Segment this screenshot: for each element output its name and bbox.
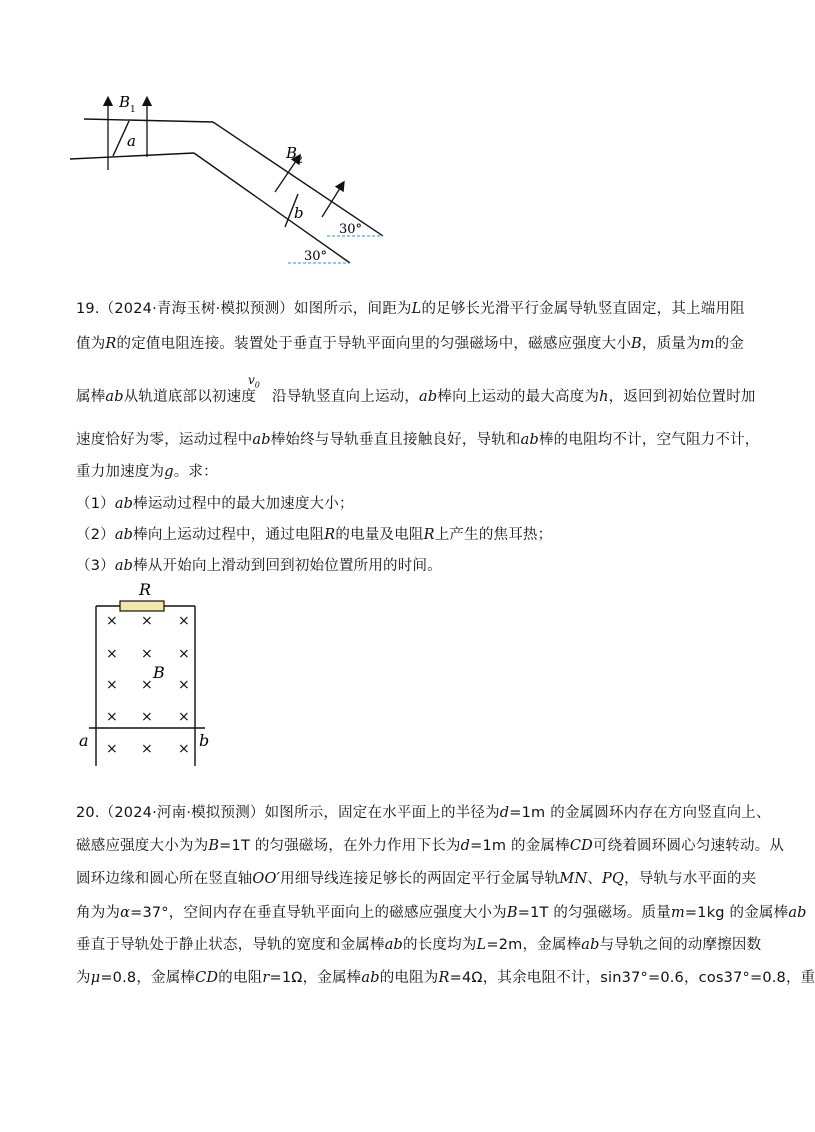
field-cross: × [178,613,190,629]
field-b2-arrow-right [322,185,342,217]
var-MN: MN [559,871,588,887]
q20-text: 、 [587,871,603,887]
field-cross: × [141,613,153,629]
var-ab: ab [520,432,539,448]
field-cross: × [141,741,153,757]
var-d: d [460,838,471,854]
label-rod-a: a [79,731,89,750]
angle-label-bottom: 30° [304,249,328,264]
q20-text: =1m 的金属圆环内存在方向竖直向上、 [509,805,771,821]
var-m: m [670,905,685,921]
q19-text: 重力加速度为 [76,464,165,480]
q19-line-5 [76,460,218,481]
var-CD: CD [569,838,593,854]
var-B: B [506,905,518,921]
var-g: g [164,464,174,480]
lower-rail-flat [70,153,194,159]
var-ab: ab [384,937,404,953]
var-B: B [631,336,642,352]
var-alpha: α [120,905,131,921]
q19-text: 属棒 [76,389,106,405]
q20-line-2 [76,834,784,855]
label-rod-b: b [199,731,210,750]
q19-line-2 [76,332,744,353]
q20-number: 20. [76,805,100,821]
q20-text: =1kg 的金属棒 [684,905,789,921]
lower-rail-incline [194,153,350,263]
q20-text: =1m 的金属棒 [470,838,570,854]
var-ab: ab [419,389,438,405]
var-L: L [476,937,487,953]
var-d: d [499,805,510,821]
label-b2-sub: 2 [297,156,303,166]
var-OO: OO′ [252,871,281,887]
q19-text: 如图所示，间距为 [294,301,412,317]
field-into-page-marks [106,613,190,757]
q20-text: 垂直于导轨处于静止状态，导轨的宽度和金属棒 [76,937,385,953]
label-r: R [139,580,152,599]
field-cross: × [178,646,190,662]
q19-number: 19. [76,301,100,317]
q20-text: =0.8，金属棒 [100,970,196,986]
q19-subquestion-2: （2）ab棒向上运动过程中，通过电阻R的电量及电阻R上产生的焦耳热； [76,527,553,543]
inclined-rails-figure [60,85,400,275]
resistor-r [120,601,164,611]
q20-text: =2m，金属棒 [486,937,582,953]
q19-text: 棒始终与导轨垂直且接触良好，导轨和 [270,432,521,448]
q20-line-1 [76,801,771,822]
q19-source: （2024·青海玉树·模拟预测） [99,301,294,317]
field-cross: × [178,709,190,725]
q19-text: 从轨道底部以初速度 [123,389,257,405]
q19-text: ，质量为 [641,336,701,352]
q19-text: 的金 [714,336,745,352]
q19-text: 速度恰好为零，运动过程中 [76,432,253,448]
q19-text: 的定值电阻连接。装置处于垂直于导轨平面向里的匀强磁场中，磁感应强度大小 [116,336,632,352]
q20-text: =1T 的匀强磁场。质量 [517,905,671,921]
q20-text: =1T 的匀强磁场，在外力作用下长为 [219,838,461,854]
q19-subquestion-3: （3）ab棒从开始向上滑动到回到初始位置所用的时间。 [76,558,442,574]
q19-text: 值为 [76,336,106,352]
var-h: h [599,389,609,405]
field-cross: × [106,613,118,629]
var-v0: $v_0$ [248,373,260,390]
upper-rail-flat [84,119,213,122]
var-ab: ab [361,970,380,986]
field-cross: × [141,709,153,725]
field-cross: × [106,709,118,725]
q20-line-4 [76,901,807,922]
var-ab: ab [581,937,600,953]
vertical-rails-figure [75,576,215,771]
q19-line-1 [76,297,745,318]
q20-text: 的长度均为 [403,937,477,953]
q19-text: 。求： [173,464,218,480]
var-PQ: PQ [602,871,625,887]
var-L: L [411,301,422,317]
q20-text: 如图所示，固定在水平面上的半径为 [264,805,500,821]
q20-text: 可绕着圆环圆心匀速转动。从 [592,838,785,854]
q19-line-4 [76,428,759,449]
label-b: b [294,204,304,222]
label-b2: B [286,144,298,162]
q20-text: =4Ω，其余电阻不计，sin37°=0.6，cos37°=0.8，重 [449,970,815,986]
var-r: r [262,970,270,986]
var-ab: ab [252,432,271,448]
var-CD: CD [195,970,219,986]
var-B: B [208,838,220,854]
q19-text: 棒向上运动的最大高度为 [437,389,600,405]
q20-line-5 [76,933,761,954]
q19-subquestion-1: （1）ab棒运动过程中的最大加速度大小； [76,496,354,512]
var-ab: ab [788,905,807,921]
angle-label-top: 30° [339,222,363,237]
field-cross: × [106,741,118,757]
field-cross: × [141,646,153,662]
q19-text: 棒的电阻均不计，空气阻力不计， [538,432,760,448]
field-cross: × [141,677,153,693]
q20-text: =1Ω，金属棒 [269,970,362,986]
q20-text: 的电阻为 [379,970,439,986]
q19-text: 的足够长光滑平行金属导轨竖直固定，其上端用阻 [421,301,745,317]
var-R: R [105,336,117,352]
q20-text: ，导轨与水平面的夹 [624,871,757,887]
q20-text: 圆环边缘和圆心所在竖直轴 [76,871,253,887]
q20-text: 磁感应强度大小为为 [76,838,209,854]
label-b1: B [119,93,131,111]
var-mu: μ [90,970,101,986]
q20-source: （2024·河南·模拟预测） [99,805,265,821]
var-m: m [700,336,715,352]
q19-text: 沿导轨竖直向上运动， [272,389,420,405]
field-cross: × [106,646,118,662]
q20-line-6 [76,966,815,987]
q20-text: 用细导线连接足够长的两固定平行金属导轨 [280,871,560,887]
field-cross: × [106,677,118,693]
q20-text: 为 [76,970,91,986]
q20-text: 的电阻 [218,970,263,986]
field-b2-arrow-left [275,158,298,192]
q20-line-3 [76,867,756,888]
q20-text: =37°，空间内存在垂直导轨平面向上的磁感应强度大小为 [130,905,507,921]
field-cross: × [178,677,190,693]
label-b1-sub: 1 [130,105,136,115]
q20-text: 角为为 [76,905,121,921]
label-b-field: B [153,663,165,682]
var-ab: ab [105,389,124,405]
q20-text: 与导轨之间的动摩擦因数 [599,937,762,953]
q19-text: ，返回到初始位置时加 [608,389,756,405]
var-R: R [438,970,450,986]
q19-line-3 [76,385,756,406]
label-a: a [127,132,136,150]
field-cross: × [178,741,190,757]
